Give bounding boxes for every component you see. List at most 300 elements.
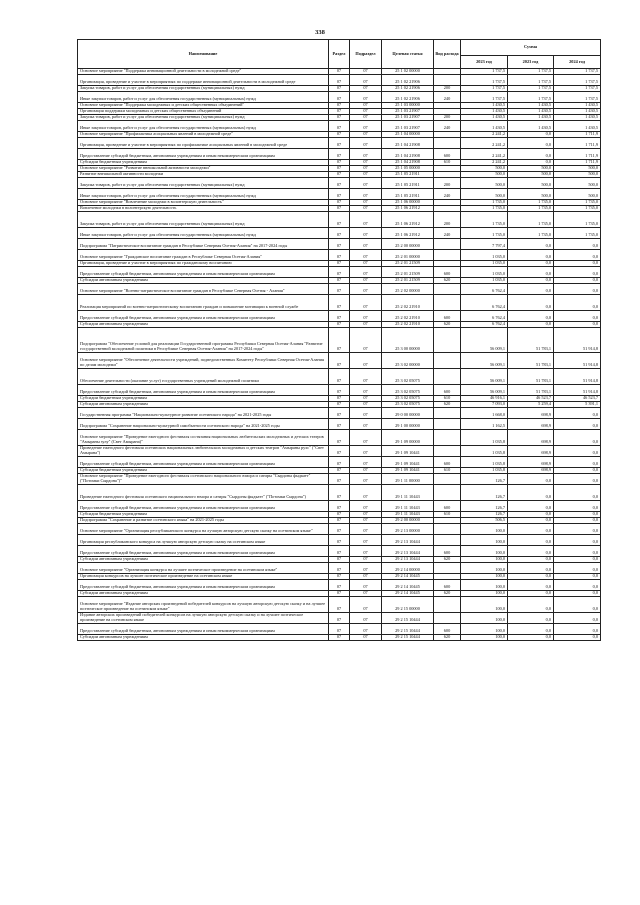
cell-celevaya-statya: 25 3 02 00000 (382, 353, 434, 369)
cell-vid-rashoda (434, 284, 461, 295)
cell-sum-year-1: 506,5 (461, 518, 508, 524)
table-row (78, 485, 601, 501)
cell-name: Реализация мероприятий по военно-патриотическому воспитанию граждан и повышение мотивации к военной службе (78, 295, 329, 311)
cell-celevaya-statya: 25 2 02 21910 (382, 311, 434, 322)
cell-podrazdel: 07 (350, 535, 382, 546)
cell-podrazdel: 07 (350, 353, 382, 369)
cell-podrazdel: 07 (350, 474, 382, 485)
table-row (78, 635, 601, 641)
table-row (78, 446, 601, 457)
cell-podrazdel: 07 (350, 109, 382, 115)
cell-razdel: 07 (329, 178, 350, 189)
cell-sum-year-1: 1 737,5 (461, 92, 508, 103)
cell-sum-year-3: 1 711,9 (554, 132, 601, 138)
cell-celevaya-statya: 29 1 09 10441 (382, 468, 434, 474)
cell-name: Субсидии автономным учреждениям (78, 635, 329, 641)
cell-razdel: 07 (329, 121, 350, 132)
cell-sum-year-1: 6 762,4 (461, 311, 508, 322)
cell-razdel: 07 (329, 267, 350, 278)
cell-sum-year-2: 0,0 (508, 557, 554, 563)
cell-razdel: 07 (329, 408, 350, 419)
cell-sum-year-1: 500,0 (461, 166, 508, 172)
cell-celevaya-statya: 25 1 03 21907 (382, 115, 434, 121)
cell-razdel: 07 (329, 212, 350, 228)
cell-sum-year-3: 5 391,1 (554, 402, 601, 408)
cell-celevaya-statya: 25 2 02 00000 (382, 284, 434, 295)
cell-sum-year-2: 0,0 (508, 518, 554, 524)
cell-name: Предоставление субсидий бюджетным, автономным учреждениям и иным некоммерческим организациям (78, 457, 329, 468)
cell-sum-year-1: 1 035,0 (461, 250, 508, 261)
cell-name: Подпрограмма "Сохранение и развитие осетинского языка" на 2021-2025 годы (78, 518, 329, 524)
cell-sum-year-3: 0,0 (554, 485, 601, 501)
table-row (78, 613, 601, 624)
table-row (78, 311, 601, 322)
cell-celevaya-statya: 25 1 06 00000 (382, 200, 434, 206)
cell-razdel: 07 (329, 206, 350, 212)
cell-celevaya-statya: 25 2 01 21509 (382, 278, 434, 284)
cell-celevaya-statya: 25 1 06 21912 (382, 212, 434, 228)
cell-sum-year-3: 500,0 (554, 166, 601, 172)
cell-razdel: 07 (329, 557, 350, 563)
cell-name: Основное мероприятие "Военно-патриотическое воспитание граждан в Республике Северная Осетия - Алания" (78, 284, 329, 295)
cell-celevaya-statya: 25 3 02 05075 (382, 402, 434, 408)
cell-sum-year-3: 0,0 (554, 574, 601, 580)
cell-sum-year-3: 1 737,5 (554, 86, 601, 92)
cell-podrazdel: 07 (350, 512, 382, 518)
cell-sum-year-1: 1 035,0 (461, 267, 508, 278)
cell-name: Вовлечение молодежи в волонтерскую деятельность (78, 206, 329, 212)
cell-sum-year-3: 0,0 (554, 419, 601, 430)
cell-vid-rashoda (434, 474, 461, 485)
cell-sum-year-1: 1 735,0 (461, 200, 508, 206)
cell-sum-year-3: 1 735,0 (554, 212, 601, 228)
cell-sum-year-3: 1 430,5 (554, 103, 601, 109)
cell-sum-year-3: 0,0 (554, 557, 601, 563)
cell-sum-year-3: 0,0 (554, 261, 601, 267)
cell-sum-year-1: 1 735,0 (461, 206, 508, 212)
cell-podrazdel: 07 (350, 385, 382, 396)
cell-podrazdel: 07 (350, 457, 382, 468)
cell-podrazdel: 07 (350, 563, 382, 574)
cell-sum-year-1: 500,0 (461, 189, 508, 200)
cell-podrazdel: 07 (350, 132, 382, 138)
cell-sum-year-3: 0,0 (554, 474, 601, 485)
cell-celevaya-statya: 29 2 14 10445 (382, 580, 434, 591)
cell-name: Предоставление субсидий бюджетным, автономным учреждениям и иным некоммерческим организациям (78, 149, 329, 160)
header-year-3: 2024 год (554, 56, 601, 69)
cell-vid-rashoda (434, 328, 461, 353)
table-row (78, 408, 601, 419)
table-header (78, 40, 601, 69)
cell-celevaya-statya: 25 1 02 00000 (382, 69, 434, 75)
cell-name: Организация республиканского конкурса на лучшую авторскую детскую сказку на осетинском языке (78, 535, 329, 546)
cell-vid-rashoda (434, 408, 461, 419)
cell-name: Основное мероприятие "Проведение ежегодного фестиваля состязания национальных любительских молодежных и детских театров "Амыраны зулу" (Свет Амырана)" (78, 430, 329, 446)
cell-podrazdel: 07 (350, 149, 382, 160)
cell-podrazdel: 07 (350, 92, 382, 103)
cell-razdel: 07 (329, 385, 350, 396)
cell-razdel: 07 (329, 228, 350, 239)
header-celevaya-statya: Целевая статья (382, 40, 434, 69)
table-row (78, 189, 601, 200)
cell-sum-year-2: 698,9 (508, 446, 554, 457)
cell-podrazdel: 07 (350, 408, 382, 419)
cell-name: Основное мероприятие "Поддержка молодежных и детских общественных объединений" (78, 103, 329, 109)
cell-vid-rashoda: 240 (434, 228, 461, 239)
table-body (78, 69, 601, 641)
cell-vid-rashoda: 620 (434, 635, 461, 641)
cell-sum-year-3: 0,0 (554, 295, 601, 311)
cell-razdel: 07 (329, 524, 350, 535)
cell-sum-year-1: 46 916,1 (461, 396, 508, 402)
cell-sum-year-2: 1 430,5 (508, 103, 554, 109)
cell-sum-year-2: 500,0 (508, 178, 554, 189)
cell-razdel: 07 (329, 369, 350, 385)
cell-sum-year-1: 126,7 (461, 512, 508, 518)
header-podrazdel: Подраздел (350, 40, 382, 69)
table-row (78, 430, 601, 446)
cell-name: Основное мероприятие "Вовлечение молодежи в волонтерскую деятельность" (78, 200, 329, 206)
table-row (78, 624, 601, 635)
cell-razdel: 07 (329, 284, 350, 295)
table-row (78, 149, 601, 160)
header-razdel: Раздел (329, 40, 350, 69)
cell-razdel: 07 (329, 353, 350, 369)
table-row (78, 597, 601, 613)
cell-sum-year-3: 0,0 (554, 468, 601, 474)
cell-vid-rashoda (434, 295, 461, 311)
table-row (78, 501, 601, 512)
cell-name: Предоставление субсидий бюджетным, автономным учреждениям и иным некоммерческим организациям (78, 546, 329, 557)
cell-podrazdel: 07 (350, 138, 382, 149)
cell-sum-year-2: 500,0 (508, 189, 554, 200)
cell-celevaya-statya: 29 1 11 10443 (382, 485, 434, 501)
cell-sum-year-2: 500,0 (508, 172, 554, 178)
cell-celevaya-statya: 25 1 02 21906 (382, 86, 434, 92)
cell-celevaya-statya: 29 2 15 00000 (382, 597, 434, 613)
cell-sum-year-2: 1 430,5 (508, 121, 554, 132)
cell-podrazdel: 07 (350, 635, 382, 641)
cell-sum-year-2: 0,0 (508, 239, 554, 250)
cell-podrazdel: 07 (350, 69, 382, 75)
cell-razdel: 07 (329, 468, 350, 474)
table-row (78, 239, 601, 250)
cell-sum-year-2: 0,0 (508, 485, 554, 501)
cell-vid-rashoda (434, 535, 461, 546)
cell-sum-year-3: 51 914,8 (554, 369, 601, 385)
cell-podrazdel: 07 (350, 591, 382, 597)
cell-celevaya-statya: 29 2 14 00000 (382, 563, 434, 574)
cell-sum-year-1: 1 035,8 (461, 468, 508, 474)
cell-sum-year-3: 51 914,8 (554, 328, 601, 353)
cell-sum-year-3: 0,0 (554, 518, 601, 524)
cell-vid-rashoda: 200 (434, 212, 461, 228)
cell-sum-year-2: 0,0 (508, 261, 554, 267)
cell-vid-rashoda: 600 (434, 546, 461, 557)
cell-celevaya-statya: 29 1 11 10443 (382, 501, 434, 512)
cell-sum-year-3: 0,0 (554, 239, 601, 250)
header-summa: Сумма (461, 40, 601, 56)
cell-razdel: 07 (329, 75, 350, 86)
cell-podrazdel: 07 (350, 402, 382, 408)
cell-sum-year-2: 0,0 (508, 635, 554, 641)
cell-name: Основное мероприятие "Организация республиканского конкурса на лучшую авторскую детскую сказку на осетинском языке" (78, 524, 329, 535)
cell-sum-year-2: 0,0 (508, 267, 554, 278)
cell-sum-year-3: 0,0 (554, 457, 601, 468)
cell-sum-year-2: 1 737,5 (508, 69, 554, 75)
cell-podrazdel: 07 (350, 613, 382, 624)
cell-vid-rashoda: 610 (434, 468, 461, 474)
cell-sum-year-2: 46 523,7 (508, 396, 554, 402)
cell-sum-year-2: 5 259,4 (508, 402, 554, 408)
cell-sum-year-3: 46 523,7 (554, 396, 601, 402)
cell-podrazdel: 07 (350, 228, 382, 239)
cell-sum-year-3: 0,0 (554, 524, 601, 535)
cell-name: Организация, проведение и участие в мероприятиях по поддержке инновационной деятельности в молодежной среде (78, 75, 329, 86)
cell-celevaya-statya: 25 1 04 00000 (382, 132, 434, 138)
cell-sum-year-1: 1 668,0 (461, 408, 508, 419)
cell-name: Организация, проведение и участие в мероприятиях по гражданскому воспитанию (78, 261, 329, 267)
cell-sum-year-1: 2 241,2 (461, 132, 508, 138)
cell-razdel: 07 (329, 166, 350, 172)
cell-sum-year-1: 100,0 (461, 635, 508, 641)
cell-podrazdel: 07 (350, 212, 382, 228)
cell-sum-year-2: 0,0 (508, 160, 554, 166)
cell-razdel: 07 (329, 261, 350, 267)
cell-celevaya-statya: 25 1 05 21911 (382, 172, 434, 178)
cell-celevaya-statya: 25 2 00 00000 (382, 239, 434, 250)
cell-vid-rashoda (434, 430, 461, 446)
cell-sum-year-2: 698,9 (508, 430, 554, 446)
cell-celevaya-statya: 25 1 04 21908 (382, 149, 434, 160)
cell-sum-year-1: 7 093,0 (461, 402, 508, 408)
cell-sum-year-1: 2 241,2 (461, 149, 508, 160)
cell-sum-year-3: 0,0 (554, 284, 601, 295)
cell-razdel: 07 (329, 535, 350, 546)
table-row (78, 419, 601, 430)
cell-name: Подпрограмма "Обеспечение условий для реализации Государственной программы Республики Северная Осетия-Алания "Развитие государственной молодежной политики в Республике Северная Осетия-Алания" на 2017-2024 годы" (78, 328, 329, 353)
cell-podrazdel: 07 (350, 419, 382, 430)
cell-sum-year-1: 56 009,1 (461, 369, 508, 385)
cell-sum-year-3: 0,0 (554, 624, 601, 635)
cell-sum-year-3: 51 914,8 (554, 353, 601, 369)
cell-sum-year-3: 1 735,0 (554, 200, 601, 206)
cell-celevaya-statya: 25 1 03 21907 (382, 109, 434, 115)
table-row (78, 474, 601, 485)
cell-sum-year-2: 0,0 (508, 613, 554, 624)
cell-name: Основное мероприятие "Обеспечение деятельности учреждений, подведомственных Комитету Республики Северная Осетия-Алания по делам молодежи" (78, 353, 329, 369)
cell-sum-year-1: 100,0 (461, 591, 508, 597)
cell-celevaya-statya: 25 2 01 21509 (382, 261, 434, 267)
cell-sum-year-3: 0,0 (554, 512, 601, 518)
cell-razdel: 07 (329, 474, 350, 485)
table-row (78, 563, 601, 574)
cell-podrazdel: 07 (350, 518, 382, 524)
cell-celevaya-statya: 29 2 13 10444 (382, 546, 434, 557)
cell-sum-year-3: 0,0 (554, 267, 601, 278)
cell-sum-year-1: 1 737,5 (461, 86, 508, 92)
cell-sum-year-1: 56 009,1 (461, 353, 508, 369)
table-row (78, 353, 601, 369)
cell-sum-year-1: 1 430,5 (461, 121, 508, 132)
cell-celevaya-statya: 29 2 13 00000 (382, 524, 434, 535)
cell-sum-year-2: 0,0 (508, 284, 554, 295)
cell-celevaya-statya: 25 3 02 05075 (382, 385, 434, 396)
cell-sum-year-3: 0,0 (554, 322, 601, 328)
table-row (78, 75, 601, 86)
cell-sum-year-1: 1 035,8 (461, 457, 508, 468)
cell-razdel: 07 (329, 239, 350, 250)
cell-vid-rashoda: 620 (434, 402, 461, 408)
cell-sum-year-2: 0,0 (508, 138, 554, 149)
cell-sum-year-2: 1 735,0 (508, 228, 554, 239)
cell-celevaya-statya: 29 2 13 10444 (382, 535, 434, 546)
cell-podrazdel: 07 (350, 267, 382, 278)
cell-sum-year-3: 500,0 (554, 172, 601, 178)
cell-sum-year-3: 0,0 (554, 278, 601, 284)
cell-celevaya-statya: 25 1 03 00000 (382, 103, 434, 109)
cell-name: Обеспечение деятельности (оказание услуг) государственных учреждений молодежной политики (78, 369, 329, 385)
cell-sum-year-2: 0,0 (508, 311, 554, 322)
cell-podrazdel: 07 (350, 396, 382, 402)
cell-sum-year-3: 0,0 (554, 430, 601, 446)
cell-podrazdel: 07 (350, 166, 382, 172)
cell-vid-rashoda (434, 597, 461, 613)
cell-name: Основное мероприятие "Проведение ежегодного фестиваля осетинского национального юмора и сатиры "Сырдоны фыдкатт" ("Потомки Сырдона")" (78, 474, 329, 485)
cell-sum-year-1: 1 035,0 (461, 278, 508, 284)
cell-name: Проведение ежегодного фестиваля осетинских национальных любительских молодежных и детских театров "Амыраны рухс" ("Свет Амырана") (78, 446, 329, 457)
cell-celevaya-statya: 25 1 02 21906 (382, 75, 434, 86)
cell-vid-rashoda (434, 75, 461, 86)
table-row (78, 369, 601, 385)
cell-name: Проведение ежегодного фестиваля осетинского национального юмора и сатиры "Сырдоны фыдкатт" ("Потомки Сырдона") (78, 485, 329, 501)
cell-sum-year-2: 0,0 (508, 546, 554, 557)
cell-name: Закупка товаров, работ и услуг для обеспечения государственных (муниципальных) нужд (78, 212, 329, 228)
cell-vid-rashoda (434, 485, 461, 501)
cell-podrazdel: 07 (350, 189, 382, 200)
table-row (78, 295, 601, 311)
cell-sum-year-3: 1 711,9 (554, 160, 601, 166)
cell-name: Предоставление субсидий бюджетным, автономным учреждениям и иным некоммерческим организациям (78, 267, 329, 278)
cell-razdel: 07 (329, 518, 350, 524)
cell-sum-year-1: 1 737,5 (461, 75, 508, 86)
cell-vid-rashoda (434, 524, 461, 535)
cell-name: Субсидии автономным учреждениям (78, 591, 329, 597)
table-row (78, 580, 601, 591)
page-number: 338 (315, 29, 325, 36)
cell-sum-year-3: 1 711,9 (554, 138, 601, 149)
cell-sum-year-1: 2 241,2 (461, 160, 508, 166)
cell-razdel: 07 (329, 132, 350, 138)
cell-podrazdel: 07 (350, 430, 382, 446)
cell-celevaya-statya: 25 1 05 00000 (382, 166, 434, 172)
cell-sum-year-1: 1 735,0 (461, 228, 508, 239)
cell-podrazdel: 07 (350, 115, 382, 121)
table-row (78, 121, 601, 132)
cell-sum-year-1: 100,0 (461, 597, 508, 613)
cell-vid-rashoda: 600 (434, 385, 461, 396)
table-row (78, 535, 601, 546)
cell-razdel: 07 (329, 328, 350, 353)
cell-celevaya-statya: 29 0 00 00000 (382, 408, 434, 419)
cell-sum-year-2: 0,0 (508, 322, 554, 328)
cell-name: Подпрограмма "Патриотическое воспитание граждан в Республике Северная Осетия-Алания" на 2017-2024 годы (78, 239, 329, 250)
cell-sum-year-3: 0,0 (554, 546, 601, 557)
cell-name: Закупка товаров, работ и услуг для обеспечения государственных (муниципальных) нужд (78, 86, 329, 92)
cell-celevaya-statya: 25 2 02 21910 (382, 322, 434, 328)
cell-celevaya-statya: 29 1 09 10441 (382, 457, 434, 468)
cell-sum-year-2: 0,0 (508, 250, 554, 261)
cell-razdel: 07 (329, 189, 350, 200)
cell-podrazdel: 07 (350, 468, 382, 474)
table-row (78, 228, 601, 239)
cell-podrazdel: 07 (350, 597, 382, 613)
cell-vid-rashoda: 200 (434, 115, 461, 121)
cell-sum-year-3: 1 430,5 (554, 115, 601, 121)
cell-vid-rashoda: 600 (434, 501, 461, 512)
cell-razdel: 07 (329, 138, 350, 149)
cell-celevaya-statya: 29 2 14 10445 (382, 591, 434, 597)
cell-podrazdel: 07 (350, 172, 382, 178)
cell-podrazdel: 07 (350, 574, 382, 580)
cell-razdel: 07 (329, 172, 350, 178)
cell-vid-rashoda (434, 613, 461, 624)
cell-vid-rashoda: 240 (434, 121, 461, 132)
cell-sum-year-1: 500,0 (461, 172, 508, 178)
table-row (78, 284, 601, 295)
cell-sum-year-1: 1 035,0 (461, 261, 508, 267)
cell-razdel: 07 (329, 512, 350, 518)
cell-sum-year-2: 698,9 (508, 408, 554, 419)
table-row (78, 92, 601, 103)
header-year-2: 2023 год (508, 56, 554, 69)
cell-name: Основное мероприятие "Профилактика асоциальных явлений в молодежной среде" (78, 132, 329, 138)
cell-sum-year-3: 1 430,5 (554, 121, 601, 132)
cell-razdel: 07 (329, 92, 350, 103)
cell-sum-year-3: 0,0 (554, 597, 601, 613)
cell-sum-year-3: 0,0 (554, 311, 601, 322)
cell-sum-year-2: 698,9 (508, 457, 554, 468)
cell-razdel: 07 (329, 624, 350, 635)
cell-sum-year-1: 1 035,8 (461, 430, 508, 446)
table-row (78, 178, 601, 189)
cell-name: Подпрограмма "Сохранение национально-культурной самобытности осетинского народа" на 2021-2025 годы (78, 419, 329, 430)
cell-razdel: 07 (329, 396, 350, 402)
cell-podrazdel: 07 (350, 200, 382, 206)
cell-sum-year-3: 1 737,5 (554, 69, 601, 75)
table-row (78, 267, 601, 278)
cell-podrazdel: 07 (350, 501, 382, 512)
cell-celevaya-statya: 25 1 05 21911 (382, 178, 434, 189)
cell-sum-year-2: 698,9 (508, 468, 554, 474)
cell-podrazdel: 07 (350, 311, 382, 322)
cell-sum-year-1: 1 737,5 (461, 69, 508, 75)
cell-sum-year-2: 51 783,1 (508, 369, 554, 385)
cell-name: Предоставление субсидий бюджетным, автономным учреждениям и иным некоммерческим организациям (78, 580, 329, 591)
cell-sum-year-1: 500,0 (461, 178, 508, 189)
cell-vid-rashoda: 600 (434, 624, 461, 635)
cell-name: Издание авторских произведений победителей конкурсов на лучшую авторскую детскую сказку и на лучшее поэтическое произведение на осетинском языке (78, 613, 329, 624)
cell-name: Организация, проведение и участие в мероприятиях по профилактике асоциальных явлений в молодежной среде (78, 138, 329, 149)
cell-podrazdel: 07 (350, 624, 382, 635)
cell-podrazdel: 07 (350, 369, 382, 385)
cell-name: Субсидии бюджетным учреждениям (78, 512, 329, 518)
cell-podrazdel: 07 (350, 103, 382, 109)
cell-podrazdel: 07 (350, 250, 382, 261)
cell-name: Предоставление субсидий бюджетным, автономным учреждениям и иным некоммерческим организациям (78, 501, 329, 512)
cell-sum-year-1: 100,0 (461, 574, 508, 580)
cell-vid-rashoda: 610 (434, 396, 461, 402)
